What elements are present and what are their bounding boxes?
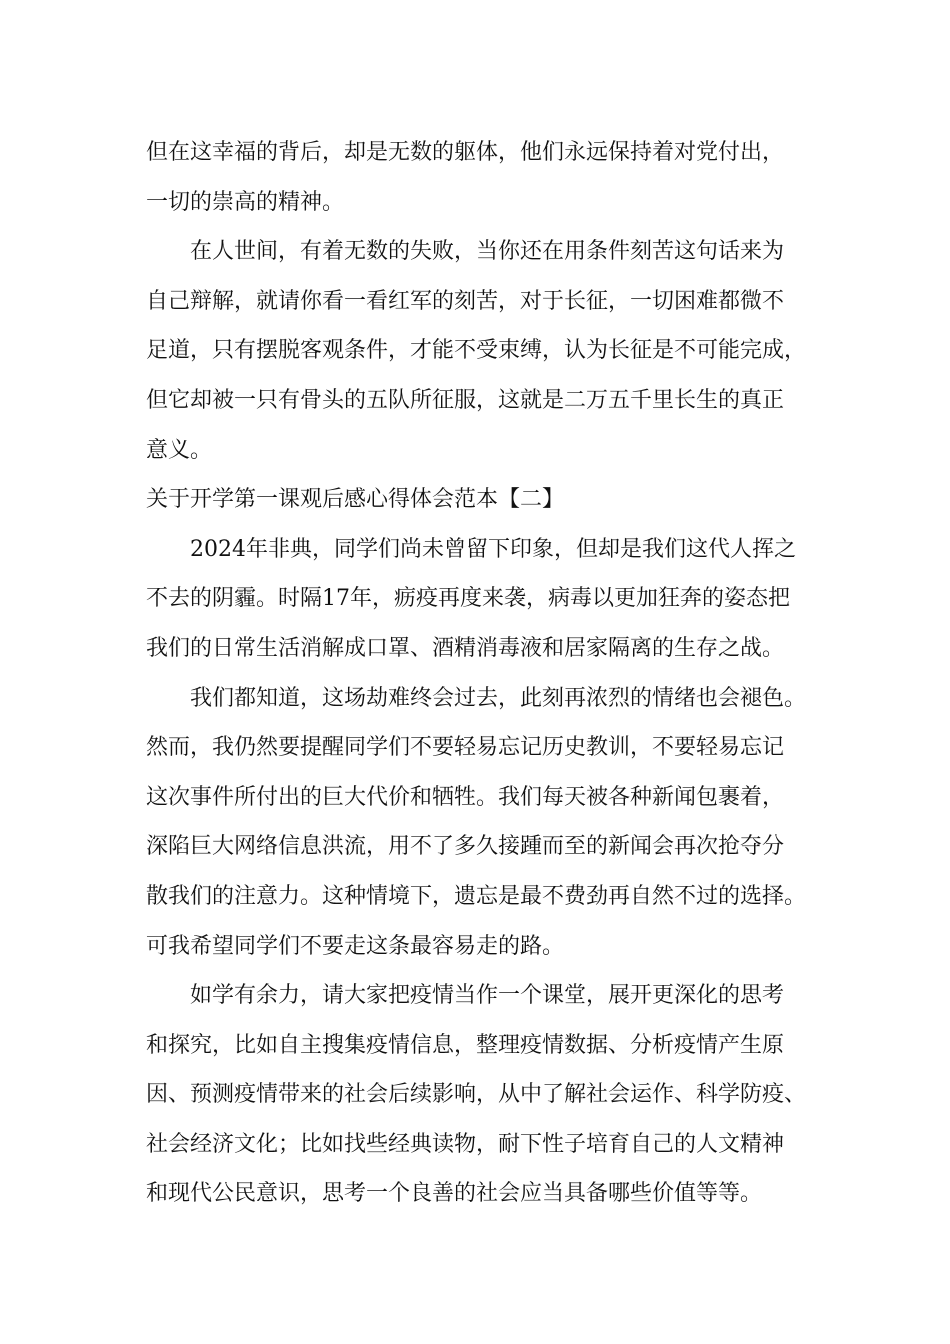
text-line: 然而，我仍然要提醒同学们不要轻易忘记历史教训，不要轻易忘记 — [146, 735, 785, 761]
text-line: 但在这幸福的背后，却是无数的躯体，他们永远保持着对党付出， — [146, 140, 785, 165]
text-line: 社会经济文化；比如找些经典读物，耐下性子培育自己的人文精神 — [146, 1131, 785, 1157]
text-line: 在人世间，有着无数的失败，当你还在用条件刻苦这句话来为 — [190, 239, 785, 265]
text-line: 和探究，比如自主搜集疫情信息，整理疫情数据、分析疫情产生原 — [146, 1032, 785, 1058]
text-line: 我们的日常生活消解成口罩、酒精消毒液和居家隔离的生存之战。 — [146, 635, 785, 661]
text-line: 不去的阴霾。时隔17年，疬疫再度来袭，病毒以更加狂奔的姿态把 — [146, 586, 790, 612]
text-line: 这次事件所付出的巨大代价和牺牲。我们每天被各种新闻包裹着， — [146, 784, 785, 810]
text-line: 足道，只有摆脱客观条件，才能不受束缚，认为长征是不可能完成， — [146, 338, 807, 364]
text-line: 如学有余力，请大家把疫情当作一个课堂，展开更深化的思考 — [190, 983, 785, 1009]
section-heading: 关于开学第一课观后感心得体会范本【二】 — [146, 487, 565, 513]
text-line: 2024年非典，同学们尚未曾留下印象，但却是我们这代人挥之 — [190, 536, 796, 562]
text-line: 因、预测疫情带来的社会后续影响，从中了解社会运作、科学防疫、 — [146, 1082, 807, 1108]
document-body — [146, 128, 826, 1219]
text-line: 散我们的注意力。这种情境下，遗忘是最不费劲再自然不过的选择。 — [146, 883, 807, 909]
text-line: 我们都知道，这场劫难终会过去，此刻再浓烈的情绪也会褪色。 — [190, 685, 807, 711]
text-line: 一切的崇高的精神。 — [146, 189, 345, 215]
text-line: 和现代公民意识，思考一个良善的社会应当具备哪些价值等等。 — [146, 1181, 763, 1207]
text-line: 但它却被一只有骨头的五队所征服，这就是二万五千里长生的真正 — [146, 387, 785, 413]
text-line: 自己辩解，就请你看一看红军的刻苦，对于长征，一切困难都微不 — [146, 288, 785, 314]
text-line: 意义。 — [146, 437, 213, 463]
text-line: 可我希望同学们不要走这条最容易走的路。 — [146, 933, 565, 959]
text-line: 深陷巨大网络信息洪流，用不了多久接踵而至的新闻会再次抢夺分 — [146, 834, 785, 860]
